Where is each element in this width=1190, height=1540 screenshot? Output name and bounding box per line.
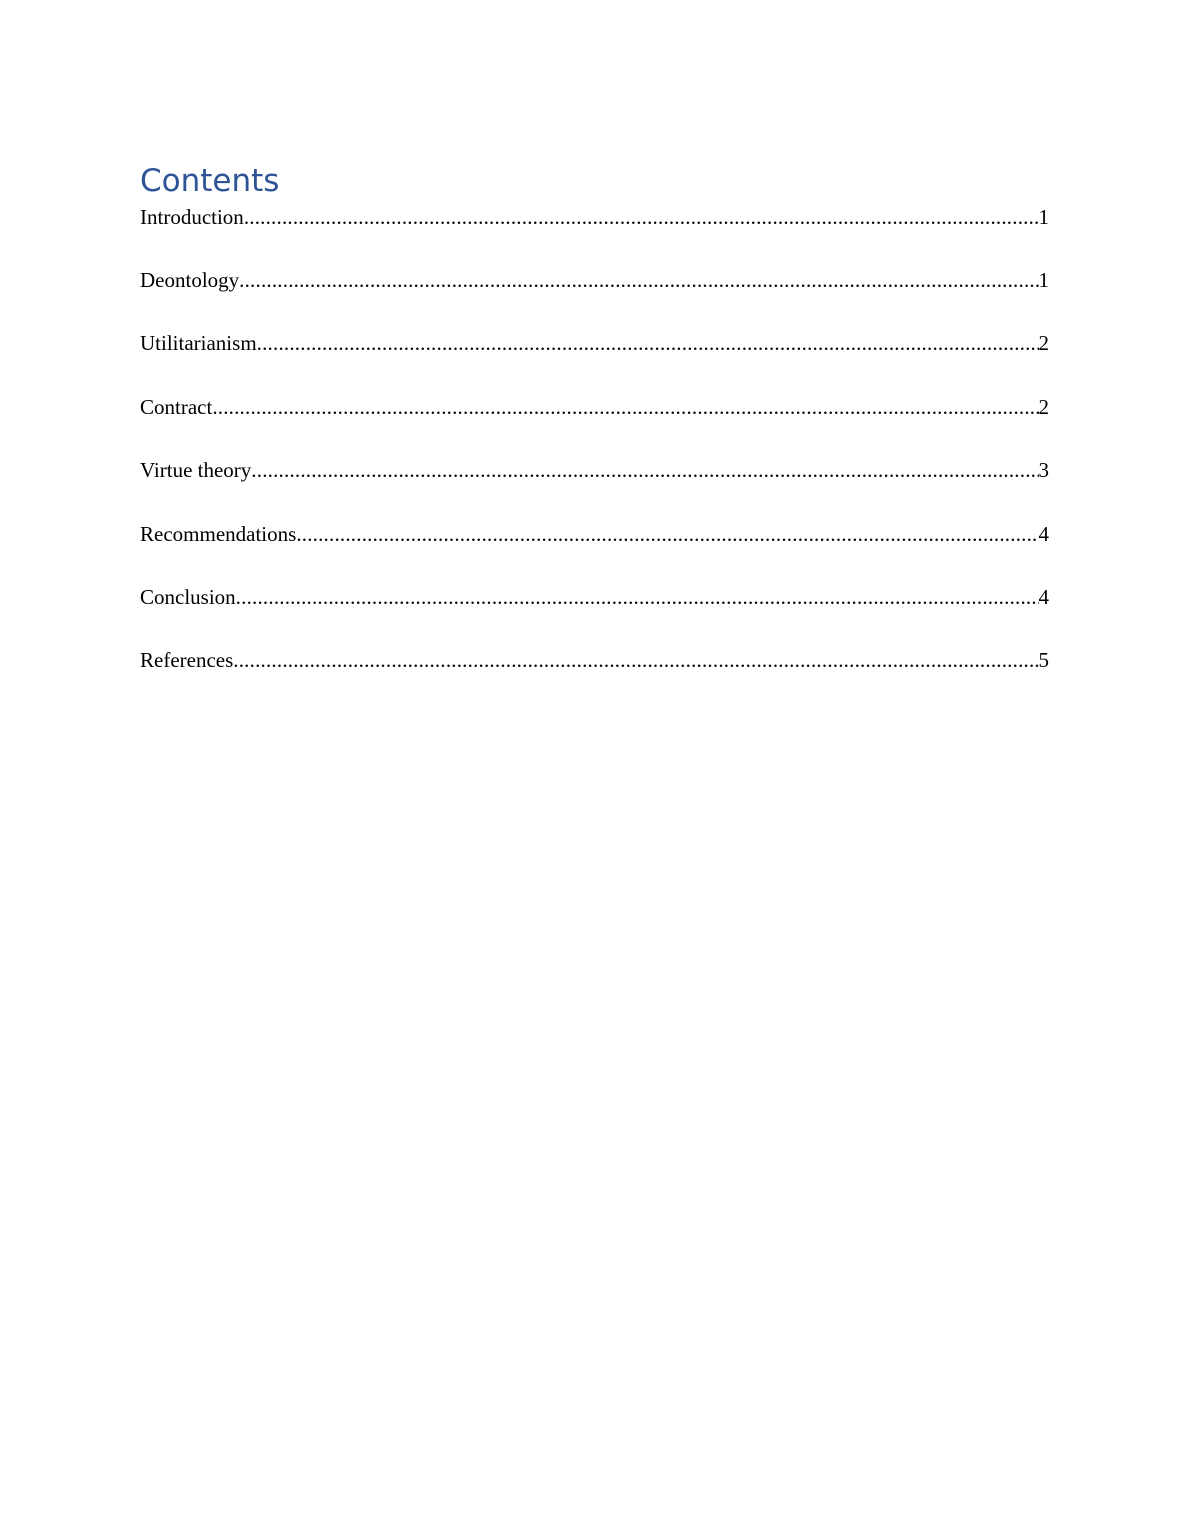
- toc-entry-deontology[interactable]: [140, 265, 1049, 328]
- toc-entry-page-number: 5: [1038, 648, 1049, 673]
- toc-list: [140, 202, 1049, 709]
- toc-entry-page-number: 2: [1038, 394, 1049, 419]
- toc-dot-leader: [212, 392, 1038, 422]
- toc-entry-page-number: 1: [1038, 268, 1049, 292]
- toc-entry-utilitarianism[interactable]: [140, 328, 1049, 391]
- toc-dot-leader: [239, 265, 1038, 295]
- toc-entry-page-number: 4: [1038, 584, 1049, 609]
- toc-dot-leader: [257, 328, 1039, 358]
- toc-entry-label: Contract: [140, 394, 213, 419]
- toc-dot-leader: [236, 582, 1039, 612]
- toc-entry-recommendations[interactable]: [140, 519, 1049, 582]
- toc-entry-page-number: 2: [1038, 331, 1049, 356]
- toc-entry-label: Conclusion: [140, 584, 236, 609]
- toc-entry-contract[interactable]: [140, 392, 1049, 455]
- toc-entry-label: Introduction: [140, 205, 244, 229]
- toc-dot-leader: [296, 519, 1038, 549]
- toc-dot-leader: [233, 645, 1038, 675]
- toc-entry-label: Deontology: [140, 268, 240, 292]
- toc-entry-label: Virtue theory: [140, 458, 252, 483]
- toc-dot-leader: [244, 202, 1039, 232]
- toc-entry-label: Utilitarianism: [140, 331, 257, 356]
- toc-entry-page-number: 3: [1038, 458, 1049, 483]
- toc-entry-page-number: 4: [1038, 521, 1049, 546]
- toc-entry-page-number: 1: [1038, 205, 1049, 229]
- toc-entry-introduction[interactable]: [140, 202, 1049, 265]
- toc-heading: Contents: [140, 163, 280, 199]
- toc-dot-leader: [251, 455, 1038, 485]
- toc-entry-label: References: [140, 648, 234, 673]
- toc-entry-references[interactable]: [140, 645, 1049, 708]
- toc-entry-conclusion[interactable]: [140, 582, 1049, 645]
- table-of-contents: [140, 160, 1049, 709]
- toc-entry-virtue-theory[interactable]: [140, 455, 1049, 518]
- toc-entry-label: Recommendations: [140, 521, 297, 546]
